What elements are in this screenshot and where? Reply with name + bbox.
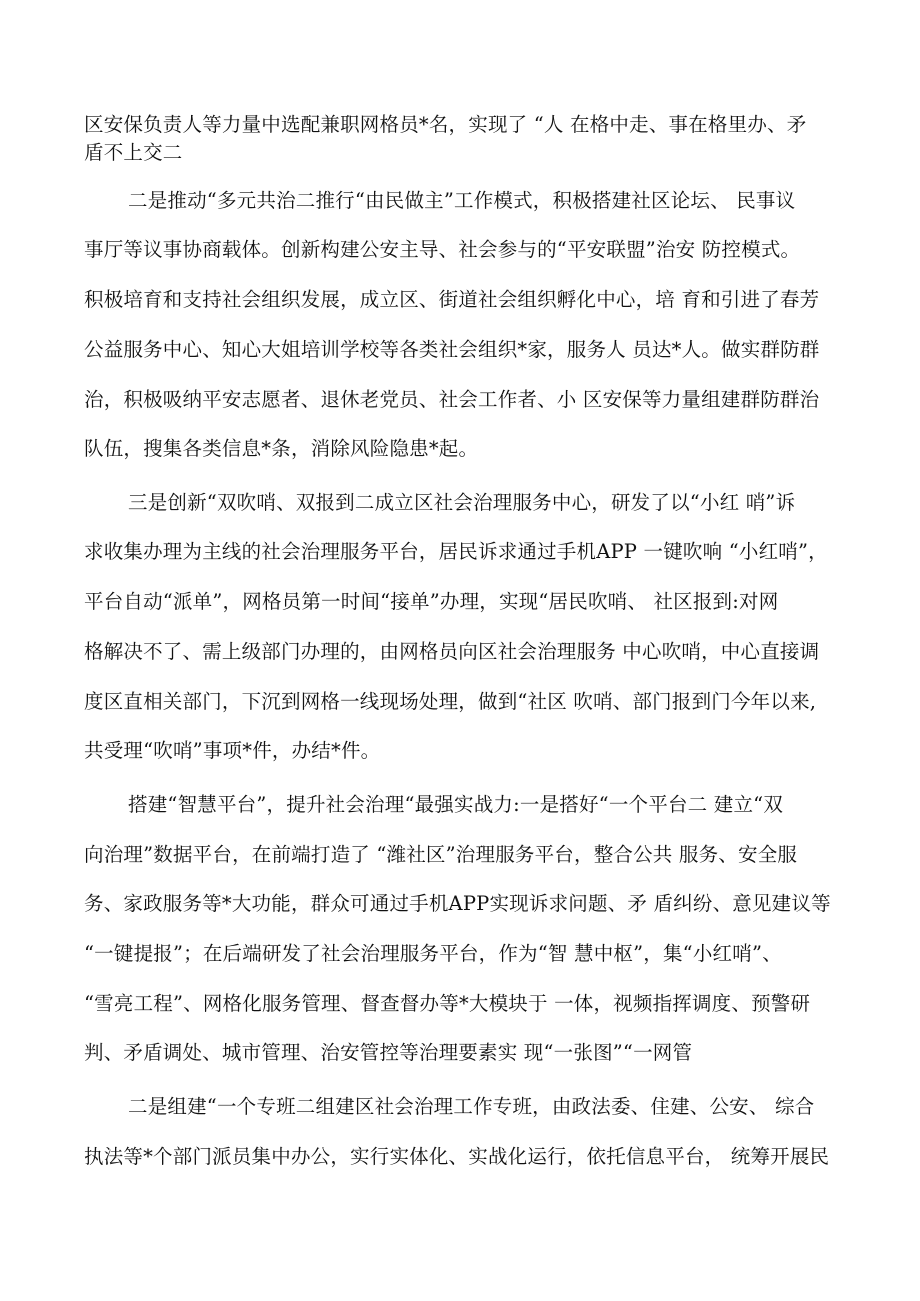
paragraph-line: 向治理”数据平台，在前端打造了 “潍社区”治理服务平台，整合公共 服务、安全服: [84, 843, 798, 866]
paragraph-line: 务、家政服务等*大功能，群众可通过手机APP实现诉求问题、矛 盾纠纷、意见建议等: [84, 892, 831, 915]
paragraph-line: 平台自动“派单”，网格员第一时间“接单”办理，实现“居民吹哨、 社区报到:对网: [84, 590, 779, 613]
paragraph-line: 判、矛盾调处、城市管理、治安管控等治理要素实 现“一张图”“一网管: [84, 1041, 693, 1064]
paragraph-line: 求收集办理为主线的社会治理服务平台，居民诉求通过手机APP 一键吹响 “小红哨”，: [84, 540, 828, 563]
paragraph-first-line: 二是组建“一个专班二组建区社会治理工作专班，由政法委、住建、公安、 综合: [128, 1095, 815, 1118]
paragraph-line: 盾不上交二: [84, 141, 183, 164]
paragraph-first-line: 三是创新“双吹哨、双报到二成立区社会治理服务中心，研发了以“小红 哨”诉: [128, 491, 796, 514]
paragraph-line: 度区直相关部门，下沉到网格一线现场处理，做到“社区 吹哨、部门报到门今年以来,: [84, 690, 817, 713]
paragraph-line: 区安保负责人等力量中选配兼职网格员*名，实现了 “人 在格中走、事在格里办、矛: [84, 113, 807, 136]
paragraph-line: “一键提报”；在后端研发了社会治理服务平台，作为“智 慧中枢”，集“小红哨”、: [84, 942, 782, 965]
paragraph-line: 公益服务中心、知心大姐培训学校等各类社会组织*家，服务人 员达*人。做实群防群: [84, 338, 820, 361]
paragraph-line: 积极培育和支持社会组织发展，成立区、街道社会组织孵化中心，培 育和引进了春芳: [84, 288, 820, 311]
paragraph-line: 执法等*个部门派员集中办公，实行实体化、实战化运行，依托信息平台， 统筹开展民: [84, 1145, 830, 1168]
paragraph-line: 事厅等议事协商载体。创新构建公安主导、社会参与的“平安联盟”治安 防控模式。: [84, 238, 801, 261]
paragraph-first-line: 二是推动“多元共治二推行“由民做主”工作模式，积极搭建社区论坛、 民事议: [128, 189, 796, 212]
paragraph-line: 队伍，搜集各类信息*条，消除风险隐患*起。: [84, 437, 479, 460]
paragraph-line: 格解决不了、需上级部门办理的，由网格员向区社会治理服务 中心吹哨，中心直接调: [84, 640, 820, 663]
paragraph-line: “雪亮工程”、网格化服务管理、督查督办等*大模块于 一体，视频指挥调度、预警研: [84, 992, 811, 1015]
paragraph-line: 共受理“吹哨”事项*件，办结*件。: [84, 739, 381, 762]
paragraph-first-line: 搭建“智慧平台”，提升社会治理“最强实战力:一是搭好“一个平台二 建立“双: [128, 793, 784, 816]
paragraph-line: 治，积极吸纳平安志愿者、退休老党员、社会工作者、小 区安保等力量组建群防群治: [84, 388, 820, 411]
